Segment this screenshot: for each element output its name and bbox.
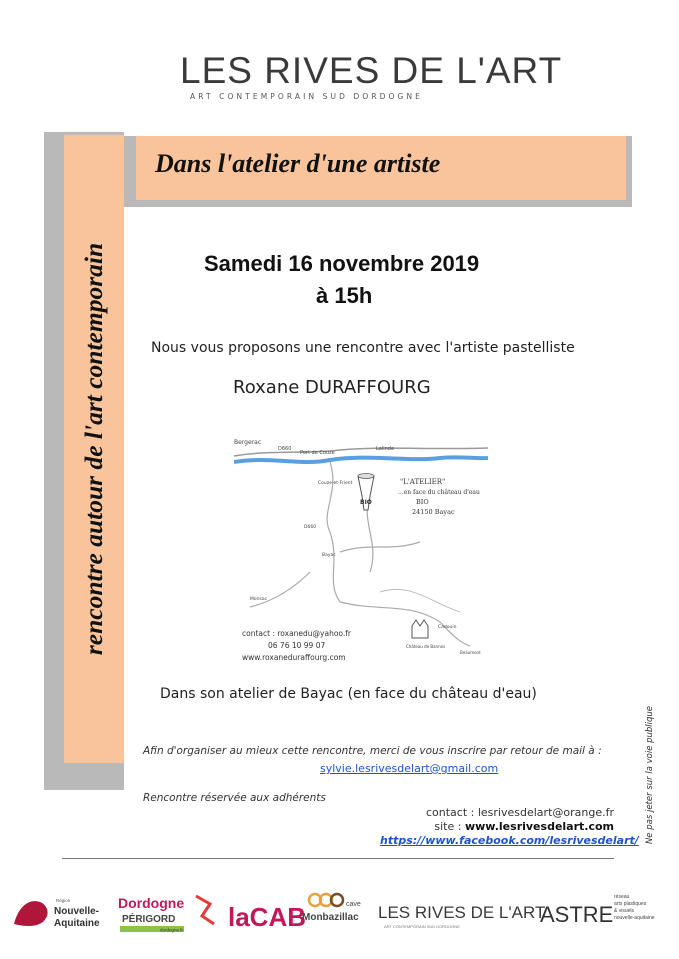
facebook-link[interactable]: https://www.facebook.com/lesrivesdelart/ — [380, 834, 639, 847]
map-contact: www.roxaneduraffourg.com — [242, 653, 346, 662]
partner-text: Région — [56, 898, 71, 903]
runner-icon — [196, 896, 214, 924]
partner-text: arts plastiques — [614, 901, 647, 907]
event-intro: Nous vous proposons une rencontre avec l'artiste pastelliste — [151, 340, 575, 356]
logo-rives — [378, 903, 545, 929]
event-location: Dans son atelier de Bayac (en face du château d'eau) — [160, 686, 537, 702]
map-label: D660 — [304, 525, 317, 530]
map-label: Monsac — [250, 597, 268, 602]
contact-email[interactable]: lesrivesdelart@orange.fr — [477, 806, 614, 819]
partner-text: ART CONTEMPORAIN SUD DORDOGNE — [384, 924, 460, 929]
logo-lacab — [228, 902, 306, 932]
registration-email-link[interactable]: sylvie.lesrivesdelart@gmail.com — [320, 762, 499, 775]
vertical-title-text: rencontre autour de l'art contemporain — [79, 242, 109, 656]
logo-nouvelle-aquitaine — [14, 898, 100, 929]
site-link[interactable]: www.lesrivesdelart.com — [464, 820, 614, 833]
partner-text: nouvelle-aquitaine — [614, 915, 655, 921]
partner-text: & visuels — [614, 908, 635, 914]
logo-dordogne — [118, 895, 214, 933]
atelier-label: "L'ATELIER" — [400, 478, 446, 486]
logo-astre — [540, 894, 655, 927]
map-label: Port de Couze — [300, 450, 335, 456]
contact-line — [400, 806, 614, 819]
partner-text: LES RIVES DE L'ART — [378, 903, 546, 922]
partner-text: Nouvelle- — [54, 906, 100, 917]
map-road-3 — [340, 602, 440, 622]
partner-text: ASTRE — [540, 902, 614, 927]
location-map — [230, 432, 490, 666]
event-heading: Dans l'atelier d'une artiste — [155, 149, 441, 178]
partner-text: réseau — [614, 894, 630, 900]
map-label: Château de Bannes — [406, 644, 446, 649]
partner-text: Monbazillac — [302, 912, 359, 923]
partner-logos — [10, 888, 670, 938]
partner-text: dordogne.fr — [160, 927, 184, 933]
side-note-text: Ne pas jeter sur la voie publique — [645, 705, 656, 845]
map-river — [234, 457, 488, 462]
partner-text: laCAB — [228, 902, 307, 932]
artist-name: Roxane DURAFFOURG — [233, 377, 431, 398]
event-time: à 15h — [316, 283, 373, 308]
partner-text: Aquitaine — [54, 918, 100, 929]
site-line — [400, 820, 614, 833]
logo-title: LES RIVES DE L'ART — [180, 50, 563, 91]
lion-icon — [14, 901, 48, 926]
castle-icon — [412, 620, 428, 638]
atelier-label: 24150 Bayac — [412, 508, 455, 516]
map-label: Bayac — [322, 553, 336, 558]
footer-separator — [62, 858, 614, 859]
map-road-2 — [340, 542, 420, 552]
map-contact: contact : roxanedu@yahoo.fr — [242, 629, 351, 638]
bio-marker: BIO — [360, 499, 372, 506]
map-label: Bergerac — [234, 439, 262, 446]
map-road-main — [234, 448, 488, 456]
logo-tagline: ART CONTEMPORAIN SUD DORDOGNE — [190, 92, 424, 101]
site-label: site : — [434, 820, 462, 833]
vertical-title — [64, 135, 124, 763]
side-note — [640, 700, 660, 850]
members-only-note: Rencontre réservée aux adhérents — [143, 792, 326, 804]
map-label: Beaumont — [460, 650, 481, 655]
event-date: Samedi 16 novembre 2019 — [204, 251, 480, 276]
map-label: Cadouin — [438, 625, 457, 630]
map-label: D660 — [278, 446, 292, 452]
logo-monbazillac — [302, 894, 361, 923]
registration-note: Afin d'organiser au mieux cette rencontre, merci de vous inscrire par retour de mail à : — [143, 745, 602, 757]
partner-text: PÉRIGORD — [122, 914, 176, 925]
contact-label: contact : — [425, 806, 475, 819]
map-contact: 06 76 10 99 07 — [268, 641, 326, 650]
atelier-label: BIO — [416, 498, 429, 506]
partner-text: cave — [346, 901, 361, 908]
map-label: Couze-et-Frient — [318, 481, 353, 486]
atelier-label: ...en face du château d'eau — [398, 489, 480, 496]
partner-text: Dordogne — [118, 895, 185, 911]
map-label: Lalinde — [376, 446, 395, 452]
